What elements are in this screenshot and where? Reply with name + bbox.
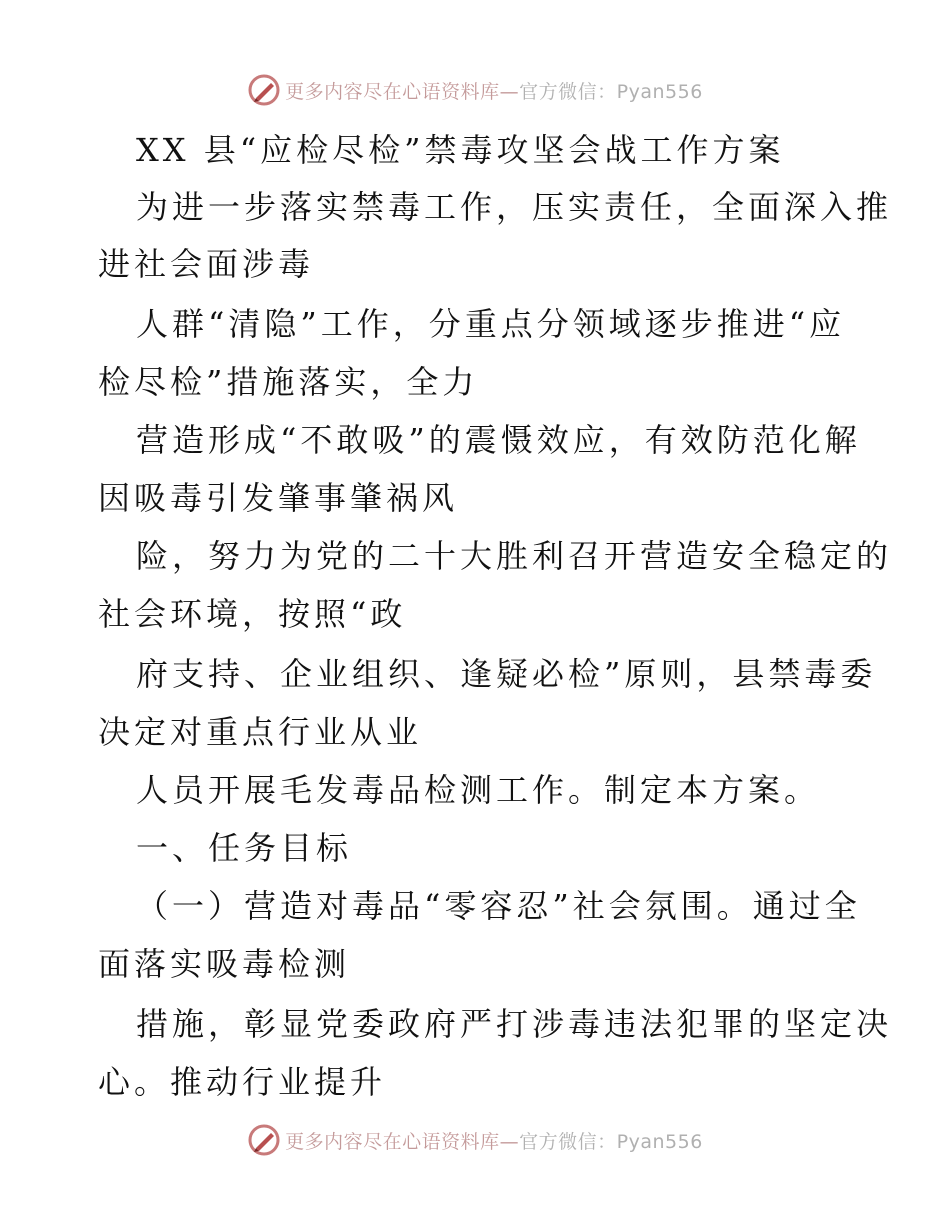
paragraph-line: 营造形成“不敢吸”的震慑效应，有效防范化解 — [136, 421, 861, 459]
watermark-banner-top — [0, 70, 950, 110]
watermark-banner-bottom — [0, 1120, 950, 1160]
paragraph-line: 社会环境，按照“政 — [98, 595, 407, 633]
paragraph-line: 为进一步落实禁毒工作，压实责任，全面深入推 — [136, 188, 893, 226]
paragraph-line: 心。推动行业提升 — [98, 1063, 387, 1101]
section-heading: 一、任务目标 — [136, 829, 353, 867]
watermark-main: 更多内容尽在心语资料库 — [285, 80, 500, 103]
paragraph-line: （一）营造对毒品“零容忍”社会氛围。通过全 — [136, 887, 861, 925]
watermark-wechat: 官方微信：Pyan556 — [519, 80, 703, 103]
paragraph-line: 人群“清隐”工作，分重点分领域逐步推进“应 — [136, 305, 846, 343]
pen-circle-logo-icon — [247, 73, 281, 107]
paragraph-line: 检尽检”措施落实，全力 — [98, 363, 479, 401]
pen-circle-logo-icon — [247, 1123, 281, 1157]
watermark-separator: — — [499, 80, 520, 103]
paragraph-line: 面落实吸毒检测 — [98, 945, 351, 983]
watermark-separator: — — [499, 1130, 520, 1153]
paragraph-line: 因吸毒引发肇事肇祸风 — [98, 479, 459, 517]
watermark-text — [285, 1127, 703, 1154]
watermark-main: 更多内容尽在心语资料库 — [285, 1130, 500, 1153]
paragraph-line: 人员开展毛发毒品检测工作。制定本方案。 — [136, 771, 821, 809]
paragraph-line: 险，努力为党的二十大胜利召开营造安全稳定的 — [136, 537, 893, 575]
document-title: XX 县“应检尽检”禁毒攻坚会战工作方案 — [136, 131, 785, 169]
watermark-wechat: 官方微信：Pyan556 — [519, 1130, 703, 1153]
paragraph-line: 措施，彰显党委政府严打涉毒违法犯罪的坚定决 — [136, 1005, 893, 1043]
watermark-text — [285, 77, 703, 104]
paragraph-line: 决定对重点行业从业 — [98, 713, 423, 751]
paragraph-line: 府支持、企业组织、逢疑必检”原则，县禁毒委 — [136, 655, 877, 693]
paragraph-line: 进社会面涉毒 — [98, 245, 315, 283]
